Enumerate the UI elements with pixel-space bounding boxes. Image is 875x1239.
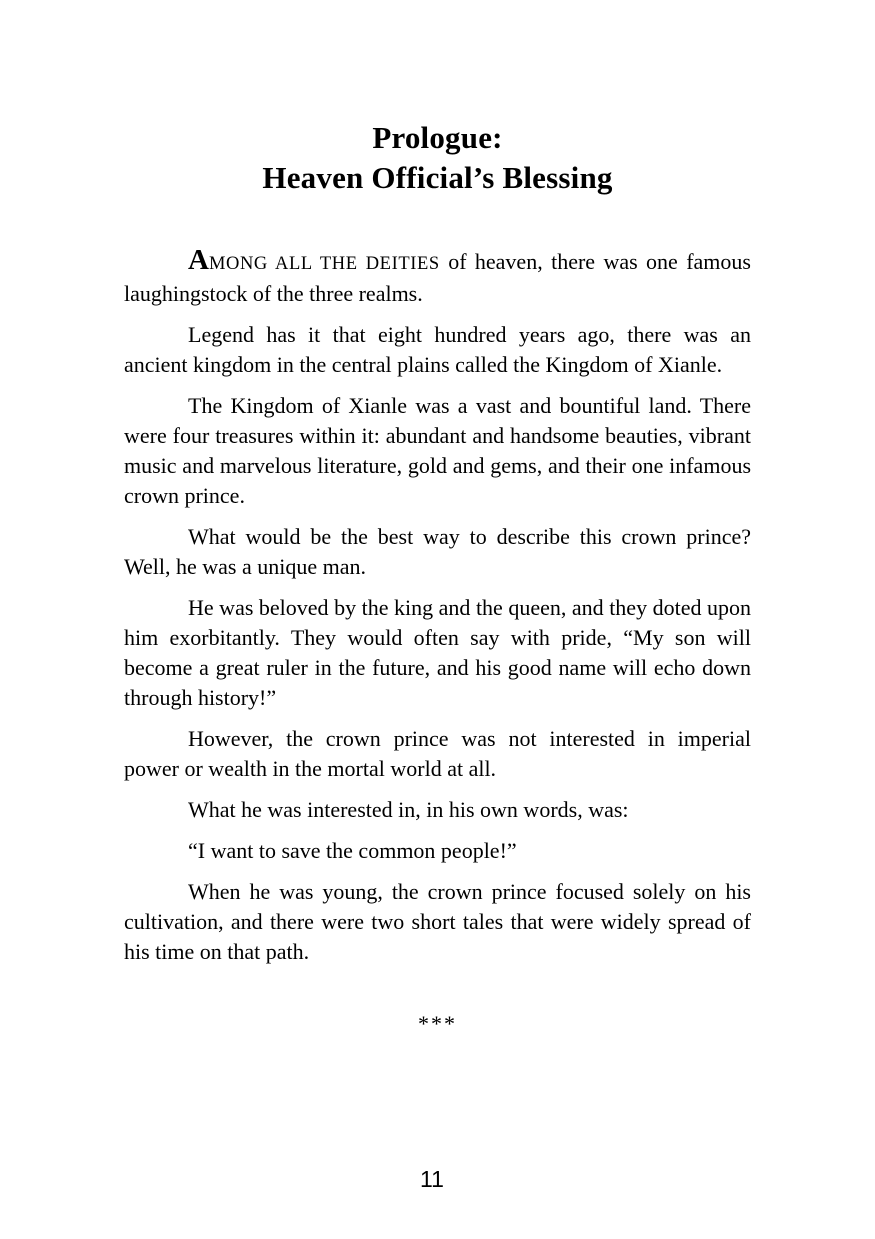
paragraph: He was beloved by the king and the queen, and they doted upon him exorbitantly. They would often say with pride, “My son will become a great ruler in the future, and his good name will echo down through history!” (124, 595, 751, 710)
paragraph: However, the crown prince was not interested in imperial power or wealth in the mortal world at all. (124, 726, 751, 781)
paragraph: Legend has it that eight hundred years ago, there was an ancient kingdom in the central plains called the Kingdom of Xianle. (124, 322, 751, 377)
paragraph: When he was young, the crown prince focused solely on his cultivation, and there were two short tales that were widely spread of his time on that path. (124, 879, 751, 964)
opening-small-caps: MONG ALL THE DEITIES (208, 254, 440, 274)
chapter-title-line1: Prologue: (372, 120, 503, 155)
chapter-body (124, 246, 751, 967)
opening-rest: of heaven, there was one famous laughingstock of the three realms. (124, 249, 751, 306)
chapter-title (0, 0, 875, 198)
paragraph-opening (124, 246, 751, 309)
opening-initial-cap: A (188, 244, 209, 276)
chapter-title-line2: Heaven Official’s Blessing (262, 160, 613, 195)
paragraph: What would be the best way to describe this crown prince? Well, he was a unique man. (124, 524, 751, 579)
paragraph: “I want to save the common people!” (188, 838, 517, 863)
scene-break-separator: *** (418, 1011, 457, 1036)
paragraph: The Kingdom of Xianle was a vast and bountiful land. There were four treasures within it: abundant and handsome beauties, vibrant music and marvelous literature, gold and gems, and their one infamous crown prince. (124, 393, 751, 508)
paragraph: What he was interested in, in his own words, was: (188, 797, 629, 822)
page-number: 11 (420, 1166, 444, 1192)
